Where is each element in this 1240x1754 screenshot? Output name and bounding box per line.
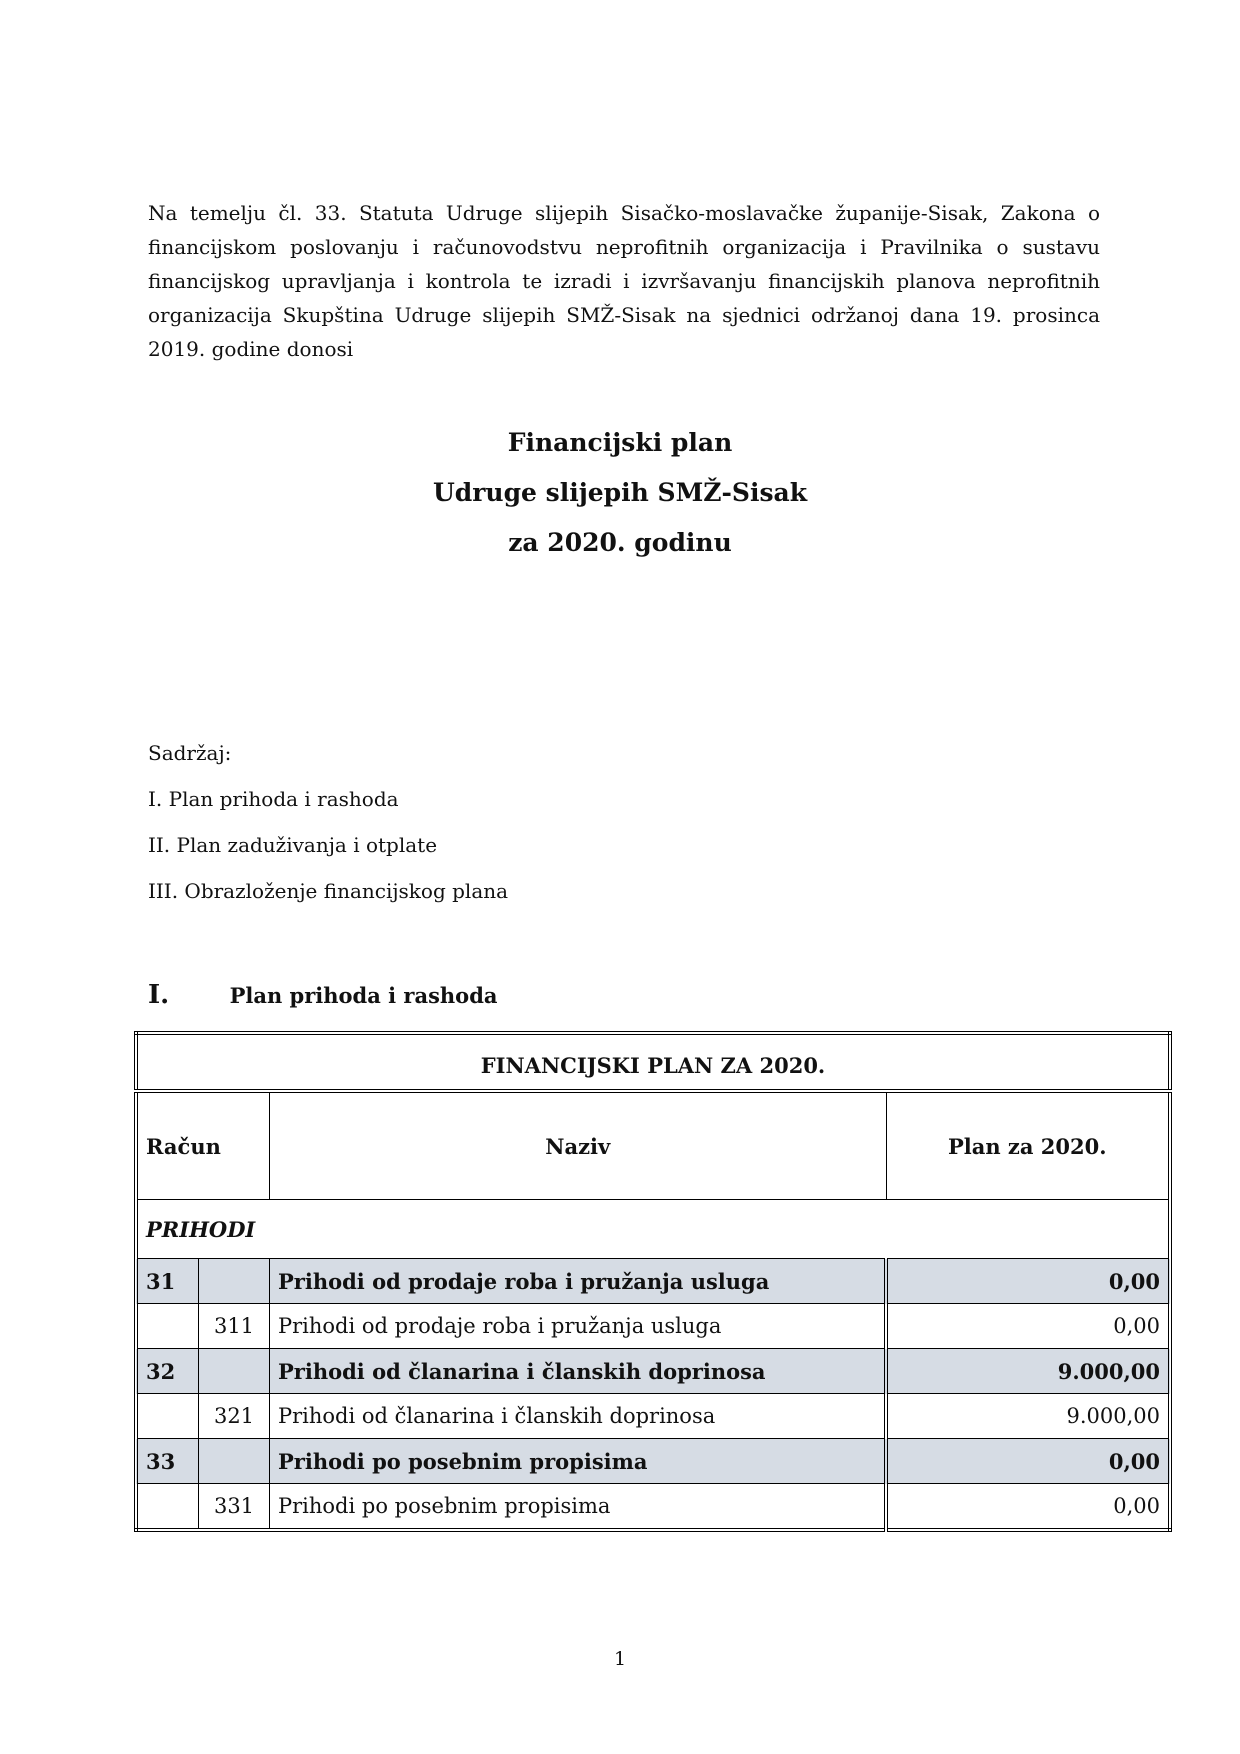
plan-amount: 0,00 [886, 1259, 1170, 1304]
plan-amount: 9.000,00 [886, 1349, 1170, 1394]
plan-amount: 0,00 [886, 1304, 1170, 1349]
sub-account-code: 321 [199, 1394, 270, 1439]
plan-amount: 9.000,00 [886, 1394, 1170, 1439]
table-row [136, 1349, 1170, 1394]
toc-item: I. Plan prihoda i rashoda [148, 787, 399, 811]
financial-plan-table [134, 1031, 1172, 1532]
account-name: Prihodi od prodaje roba i pružanja usluga [270, 1259, 887, 1304]
account-name: Prihodi po posebnim propisima [270, 1484, 887, 1531]
column-header-racun: Račun [136, 1091, 270, 1200]
section-title: Plan prihoda i rashoda [229, 983, 498, 1008]
sub-account-code [199, 1349, 270, 1394]
account-code [136, 1484, 199, 1531]
table-row [136, 1259, 1170, 1304]
table-header-row [136, 1091, 1170, 1200]
column-header-plan: Plan za 2020. [886, 1091, 1170, 1200]
intro-paragraph: Na temelju čl. 33. Statuta Udruge slijepih Sisačko-moslavačke županije-Sisak, Zakona o financijskom poslovanju i računovodstvu neprofitnih organizacija i Pravilnika o sustavu financijskog upravljanja i kontrola te izradi i izvršavanju financijskih planova neprofitnih organizacija Skupština Udruge slijepih SMŽ-Sisak na sjednici održanoj dana 19. prosinca 2019. godine donosi [148, 201, 1100, 361]
toc-item: III. Obrazloženje financijskog plana [148, 879, 509, 903]
table-row [136, 1439, 1170, 1484]
page-number: 1 [613, 1648, 627, 1670]
sub-account-code: 311 [199, 1304, 270, 1349]
table-title-row [136, 1033, 1170, 1091]
sub-account-code: 331 [199, 1484, 270, 1531]
section-number: I. [148, 980, 170, 1010]
title-line-3: za 2020. godinu [508, 528, 732, 557]
account-code: 33 [136, 1439, 199, 1484]
table-title: FINANCIJSKI PLAN ZA 2020. [136, 1033, 1170, 1091]
sub-account-code [199, 1439, 270, 1484]
account-code [136, 1304, 199, 1349]
table-row [136, 1304, 1170, 1349]
section-heading [148, 980, 497, 1010]
plan-amount: 0,00 [886, 1484, 1170, 1531]
sub-account-code [199, 1259, 270, 1304]
account-code [136, 1394, 199, 1439]
table-row [136, 1394, 1170, 1439]
column-header-naziv: Naziv [270, 1091, 887, 1200]
account-name: Prihodi od članarina i članskih doprinosa [270, 1394, 887, 1439]
toc-heading: Sadržaj: [148, 741, 232, 765]
document-title [0, 418, 1240, 568]
section-label: PRIHODI [136, 1200, 1170, 1259]
title-line-2: Udruge slijepih SMŽ-Sisak [432, 478, 808, 507]
plan-amount: 0,00 [886, 1439, 1170, 1484]
account-name: Prihodi od članarina i članskih doprinosa [270, 1349, 887, 1394]
account-code: 32 [136, 1349, 199, 1394]
section-row-prihodi [136, 1200, 1170, 1259]
table-row [136, 1484, 1170, 1531]
table-of-contents [148, 738, 508, 922]
title-line-1: Financijski plan [507, 428, 733, 457]
account-code: 31 [136, 1259, 199, 1304]
account-name: Prihodi od prodaje roba i pružanja usluga [270, 1304, 887, 1349]
account-name: Prihodi po posebnim propisima [270, 1439, 887, 1484]
toc-item: II. Plan zaduživanja i otplate [148, 833, 438, 857]
